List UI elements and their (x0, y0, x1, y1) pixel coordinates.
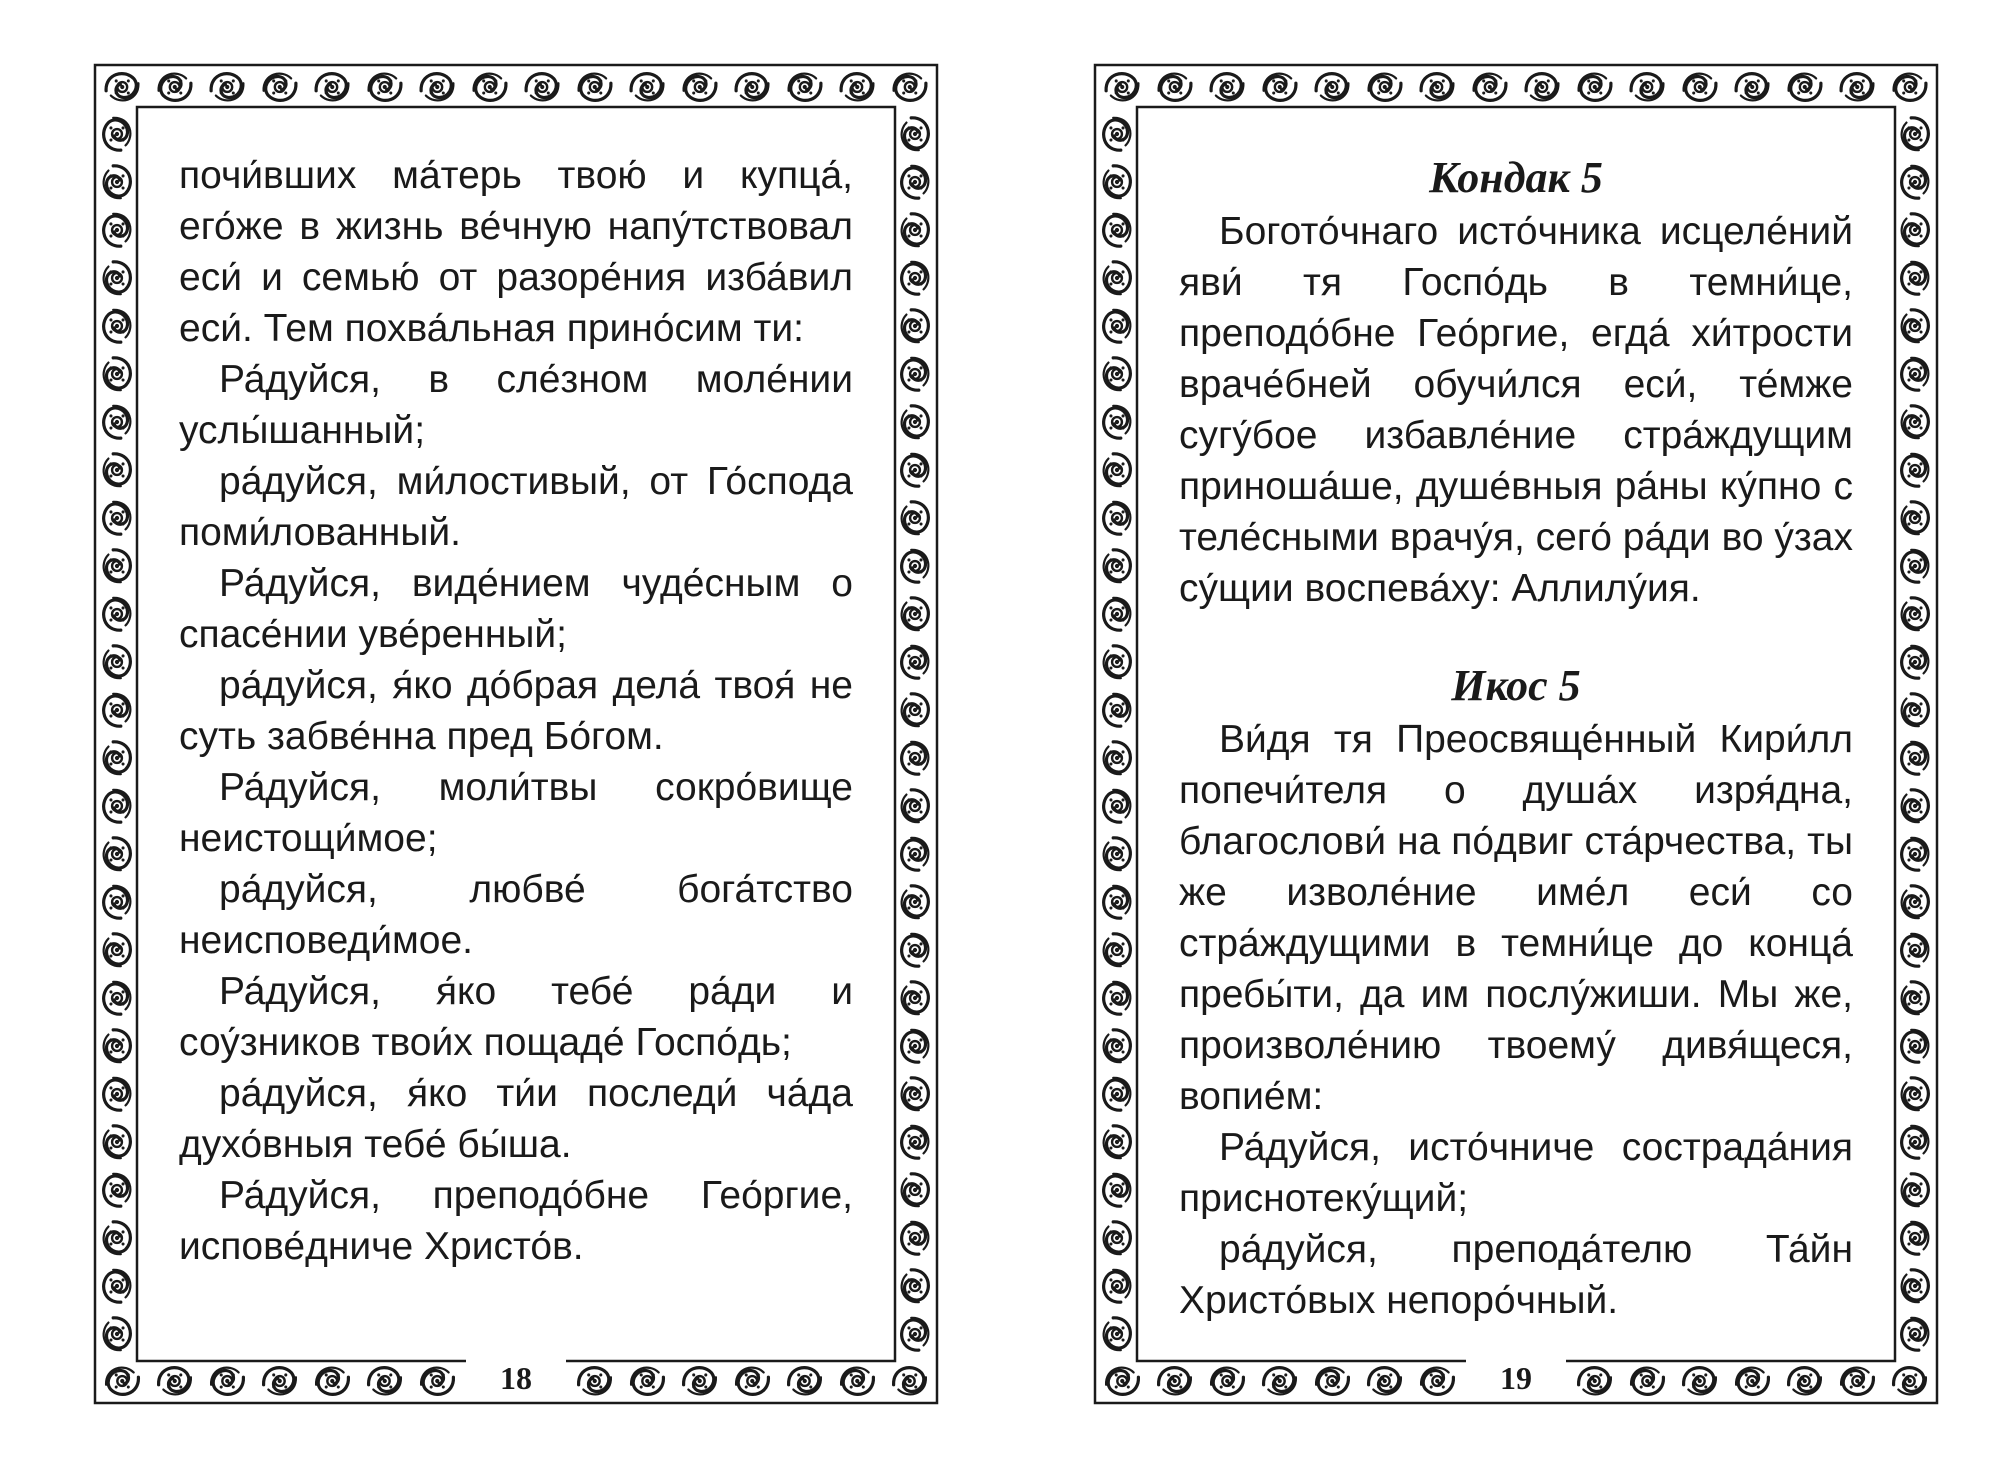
page-number: 19 (1466, 1358, 1566, 1398)
kondak-paragraph: Богото́чнаго исто́чника исцеле́ний яви́ тя Госпо́дь в темни́це, преподо́бне Гео́ргие, егда́ хи́трости враче́бней обучи́лся еси́, те́мже сугу́бое избавле́ние стра́ждущим приноша́ше, душе́вныя ра́ны ку́пно с теле́сными врачу́я, сего́ ра́ди во у́зах су́щии воспева́ху: Аллилу́ия. (1179, 210, 1853, 610)
page-number: 18 (466, 1358, 566, 1398)
paragraph: Ра́дуйся, исто́чниче сострада́ния приснотеку́щий; (1179, 1126, 1853, 1220)
paragraph: Ра́дуйся, виде́нием чуде́сным о спасе́нии уве́ренный; (179, 562, 853, 656)
paragraph: Ви́дя тя Преосвяще́нный Кири́лл попечи́теля о душа́х изря́дна, благослови́ на по́двиг ста́рчества, ты же изволе́ние име́л еси́ со стра́ждущими в темни́це до конца́ пребы́ти, да им послу́жиши. Мы же, произволе́нию твоему́ дивя́щеся, вопие́м: (1179, 718, 1853, 1118)
right-page (1092, 62, 1940, 1406)
left-page-text (179, 150, 853, 1272)
paragraph: Ра́дуйся, в сле́зном моле́нии услы́шанный; (179, 358, 853, 452)
paragraph: Ра́дуйся, преподо́бне Гео́ргие, испове́дниче Христо́в. (179, 1174, 853, 1268)
paragraph: ра́дуйся, я́ко ти́и последи́ ча́да духо́вныя тебе́ бы́ша. (179, 1072, 853, 1166)
paragraph: почи́вших ма́терь твою́ и купца́, его́же в жизнь ве́чную напу́тствовал еси́ и семью́ от разоре́ния изба́вил еси́. Тем похва́льная прино́сим ти: (179, 154, 853, 350)
ikos-heading: Икос 5 (1451, 661, 1581, 710)
paragraph: ра́дуйся, я́ко до́брая дела́ твоя́ не суть забве́нна пред Бо́гом. (179, 664, 853, 758)
kondak-heading: Кондак 5 (1429, 153, 1603, 202)
paragraph: ра́дуйся, ми́лостивый, от Го́спода поми́лованный. (179, 460, 853, 554)
paragraph: Ра́дуйся, я́ко тебе́ ра́ди и соу́зников твои́х пощаде́ Госпо́дь; (179, 970, 853, 1064)
paragraph: Ра́дуйся, моли́твы сокро́вище неистощи́мое; (179, 766, 853, 860)
paragraph: ра́дуйся, любве́ бога́тство неисповеди́мое. (179, 868, 853, 962)
left-page (92, 62, 940, 1406)
paragraph: ра́дуйся, препода́телю Та́йн Христо́вых непоро́чный. (1179, 1228, 1853, 1322)
right-page-text (1179, 150, 1853, 1326)
